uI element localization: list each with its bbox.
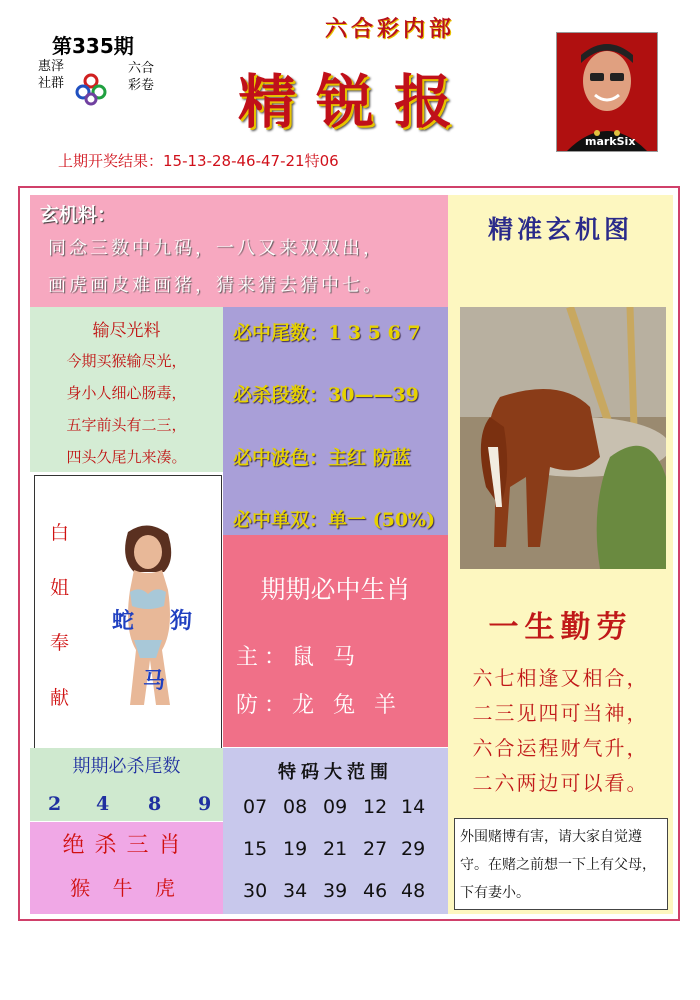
special-number: 46: [363, 880, 388, 902]
special-number: 30: [243, 880, 268, 902]
logo-text-right: 六合 彩卷: [128, 61, 155, 93]
gift-zodiac: 马: [143, 668, 166, 694]
kill-tail-digit: 9: [198, 793, 212, 815]
lottery-logo-icon: [74, 72, 108, 106]
special-number: 39: [323, 880, 348, 902]
special-number: 48: [401, 880, 426, 902]
gift-zodiac: 蛇: [112, 608, 135, 634]
special-number: 34: [283, 880, 308, 902]
kill-tail-digit: 2: [48, 793, 62, 815]
kill-tail-digit: 4: [96, 793, 110, 815]
zodiac-main: 主：鼠 马: [236, 645, 361, 670]
gift-vertical-char: 献: [50, 687, 70, 709]
special-number: 15: [243, 838, 268, 860]
motto-title: 一生勤劳: [488, 610, 633, 645]
cow-picture: [460, 307, 666, 569]
xuanji-line: 画虎画皮难画猪，猜来猜去猜中七。: [48, 275, 384, 296]
special-number-grid: [223, 790, 448, 910]
gift-vertical-char: 奉: [50, 632, 70, 654]
must-wave-color: 必中波色：主红 防蓝: [233, 447, 411, 469]
motto-line: 二三见四可当神，: [472, 701, 649, 725]
must-tail-numbers: 必中尾数：1 3 5 6 7: [233, 322, 421, 344]
special-number: 12: [363, 796, 388, 818]
poem-line: 四头久尾九来凑。: [66, 448, 187, 466]
photo-caption: markSix: [585, 135, 636, 148]
special-number: 14: [401, 796, 426, 818]
special-range-title: 特码大范围: [278, 762, 393, 783]
kill-three-items: 猴 牛 虎: [70, 876, 183, 900]
must-kill-range: 必杀段数：30——39: [233, 384, 419, 406]
must-odd-even: 必中单双：单一 (50%): [233, 509, 436, 531]
special-number: 19: [283, 838, 308, 860]
logo-text-left: 惠泽 社群: [38, 59, 65, 91]
zodiac-title: 期期必中生肖: [260, 575, 411, 604]
kill-tail-title: 期期必杀尾数: [72, 756, 181, 777]
issue-number: 第335期: [52, 34, 134, 58]
kill-tail-digit: 8: [148, 793, 162, 815]
gambling-warning: 外围赌博有害，请大家自觉遵守。在赌之前想一下上有父母，下有妻小。: [454, 818, 668, 910]
poem-line: 五字前头有二三，: [66, 416, 187, 434]
xuanji-title: 玄机料：: [40, 204, 117, 226]
xuanji-line: 同念三数中九码，一八又来双双出，: [48, 238, 384, 259]
last-draw-result: 上期开奖结果：15-13-28-46-47-21特06: [58, 152, 339, 170]
zodiac-guard: 防：龙 兔 羊: [236, 693, 402, 718]
motto-line: 二六两边可以看。: [472, 771, 649, 795]
gift-vertical-char: 白: [50, 522, 70, 544]
special-number: 07: [243, 796, 268, 818]
poem-line: 身小人细心肠毒，: [66, 384, 187, 402]
page-subtitle: 六合彩内部: [324, 16, 455, 42]
poem-line: 今期买猴输尽光，: [66, 352, 187, 370]
special-number: 08: [283, 796, 308, 818]
motto-line: 六七相逢又相合，: [472, 666, 649, 690]
special-number: 09: [323, 796, 348, 818]
gift-vertical-char: 姐: [50, 577, 70, 599]
kill-three-title: 绝杀三肖: [62, 833, 191, 858]
motto-line: 六合运程财气升，: [472, 736, 649, 760]
poem-title: 输尽光料: [92, 321, 161, 341]
portrait-photo: [556, 32, 658, 152]
special-number: 27: [363, 838, 388, 860]
puzzle-picture-title: 精准玄机图: [487, 215, 633, 244]
page-title: 精锐报: [237, 68, 472, 136]
special-number: 21: [323, 838, 348, 860]
special-number: 29: [401, 838, 426, 860]
gift-zodiac: 狗: [170, 608, 193, 634]
